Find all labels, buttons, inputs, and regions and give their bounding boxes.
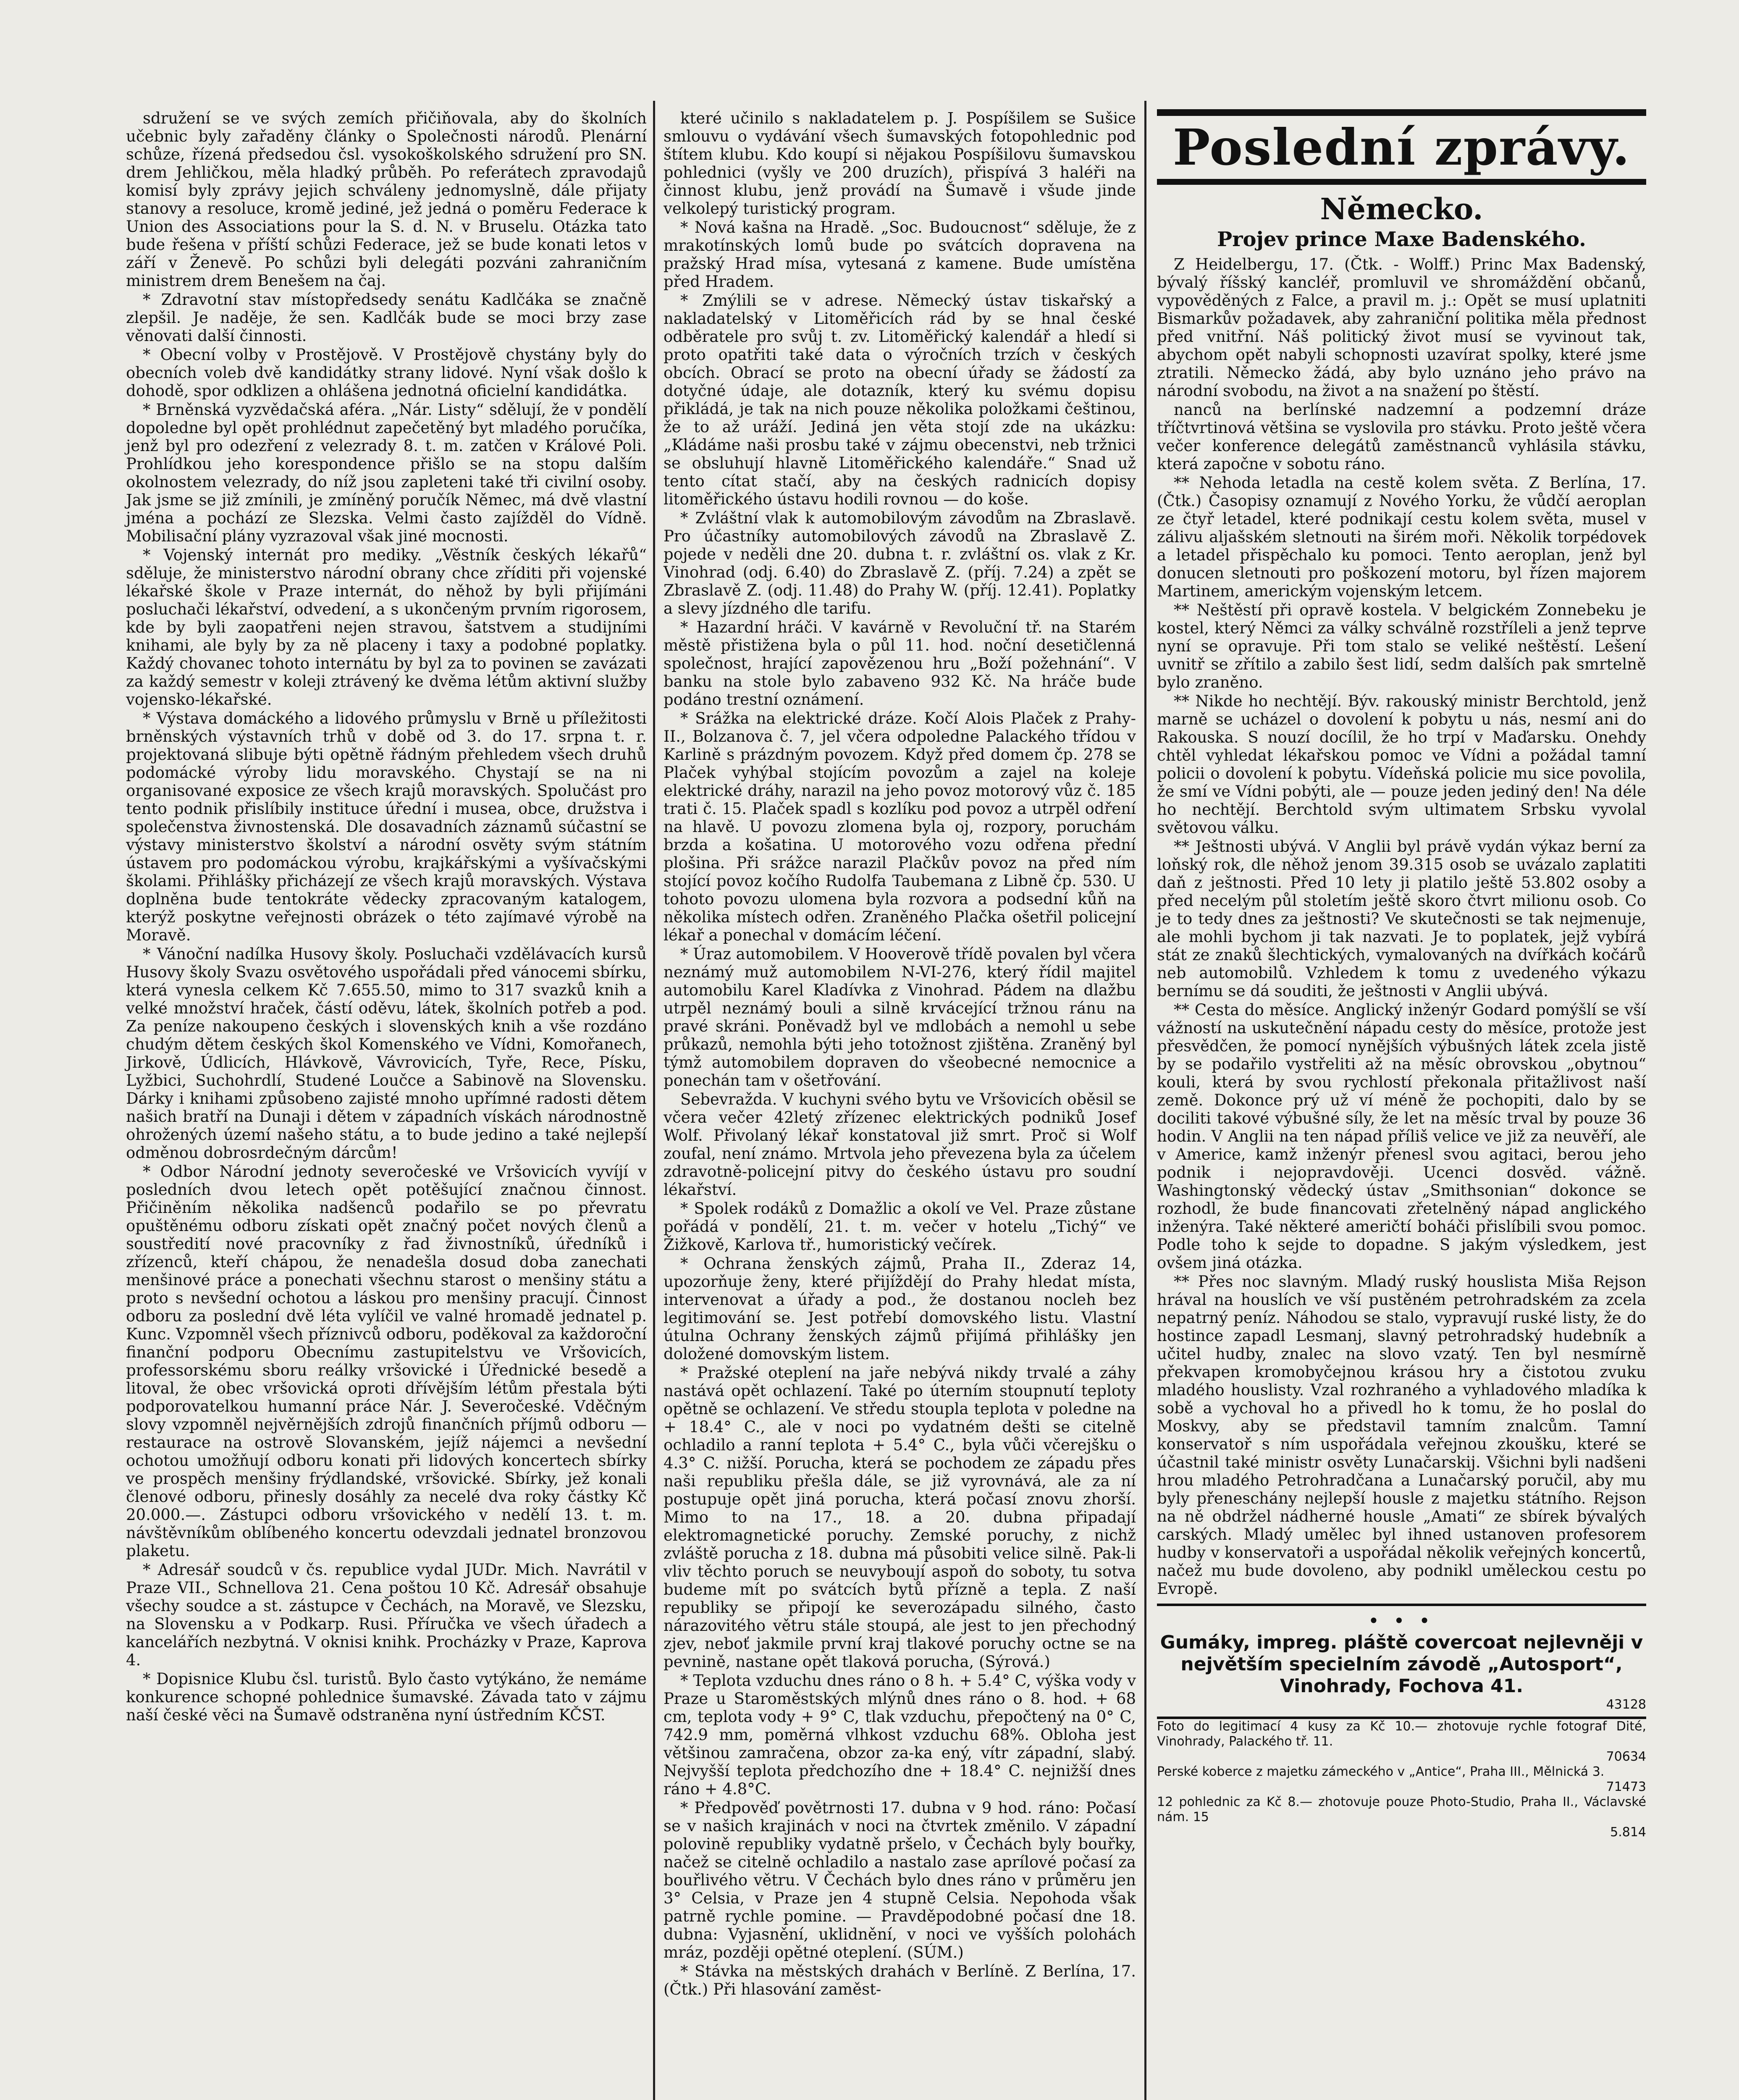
classified-line: 12 pohlednic za Kč 8.— zhotovuje pouze Photo-Studio, Praha II., Václavské nám. 15 (1157, 1795, 1646, 1824)
classified-code: 71473 (1606, 1780, 1646, 1794)
column-divider (653, 101, 655, 2100)
banner-title: Poslední zprávy. (1172, 118, 1631, 176)
article-paragraph: * Srážka na elektrické dráze. Kočí Alois Plaček z Prahy-II., Bolzanova č. 7, jel včera odpoledne Palackého třídou v Karlině s prázdným povozem. Když před domem čp. 278 se Plaček vyhýbal stojícím povozům a zajel na koleje elektrické dráhy, narazil na jeho povoz motorový vůz č. 185 trati č. 15. Plaček spadl s kozlíku pod povoz a utrpěl odření na hlavě. U povozu zlomena byla oj, rozpory, poruchám brzda a košatina. U motorového vozu odřena přední plošina. Při srážce narazil Plačkův povoz na před ním stojící povoz kočího Rudolfa Taubemana z Libně čp. 530. U tohoto povozu ulomena byla rozvora a podsední kůň na několika místech odřen. Zraněného Plačka ošetřil policejní lékař a ponechal v domácím léčení. (664, 709, 1136, 944)
article-paragraph: * Zdravotní stav místopředsedy senátu Kadlčáka se značně zlepšil. Je naděje, že sen. Kadlčák bude se moci brzy zase věnovati další činnosti. (126, 291, 647, 345)
article-paragraph: * Vojenský internát pro mediky. „Věstník českých lékařů“ sděluje, že ministerstvo národní obrany chce zříditi při vojenské lékařské škole v Praze internát, do něhož by byli přijímáni posluchači lékařství, odvedení, a s ukončeným prvním rigorosem, kde by byli zaopatřeni nejen stravou, šatstvem a studijními knihami, ale byly by za ně placeny i taxy a podobné poplatky. Každý chovanec tohoto internátu by byl za to povinen se zavázati za každý semestr v koleji ztrávený ke dvěma létům aktivní služby vojensko-lékařské. (126, 546, 647, 709)
classified-code: 5.814 (1610, 1825, 1646, 1840)
advertisement (1157, 1604, 1646, 1719)
ad-main-text: Gumáky, impreg. pláště covercoat nejlevněji v největším specielním závodě „Autosport“, Vinohrady, Fochova 41. (1160, 1632, 1643, 1697)
column-right (1157, 109, 1646, 1840)
article-paragraph: * Výstava domáckého a lidového průmyslu v Brně u příležitosti brněnských výstavních trhů v době od 3. do 17. srpna t. r. projektovaná slibuje býti opětně řádným přehledem všech druhů podomácké výroby lidu moravského. Chystají se na ni organisované exposice ze všech krajů moravských. Spolučást pro tento podnik přislíbily instituce úřední i musea, obce, družstva i společenstva živnostenská. Dle dosavadních záznamů súčastní se výstavy ministerstvo školství a národní osvěty svým státním ústavem pro podomáckou výrobu, krajkářskými a vyšívačskými školami. Přihlášky přicházejí ze všech krajů moravských. Výstava doplněna bude tentokráte vědecky zpracovaným katalogem, kterýž poskytne veřejnosti obrázek o této zajímavé výrobě na Moravě. (126, 709, 647, 944)
article-paragraph: ** Nikde ho nechtějí. Býv. rakouský ministr Berchtold, jenž marně se ucházel o dovolení k pobytu u nás, nesmí ani do Rakouska. S nouzí docílil, že ho trpí v Maďarsku. Onehdy chtěl vyhledat lékařskou pomoc ve Vídni a požádal tamní policii o dovolení k pobytu. Vídeňská policie mu sice povolila, že smí ve Vídni pobýti, ale — pouze jeden jediný den! Na déle ho nechtějí. Berchtold svým ultimatem Srbsku vyvolal světovou válku. (1157, 692, 1646, 837)
article-headline: Projev prince Maxe Badenského. (1217, 228, 1586, 251)
article-paragraph: ** Cesta do měsíce. Anglický inženýr Godard pomýšlí se vší vážností na uskutečnění nápadu cesty do měsíce, protože jest přesvědčen, že pomocí nynějších výbušných látek zcela jistě by se podařilo vystřeliti až na měsíc obrovskou „obytnou“ kouli, která by svou rychlostí překonala přitažlivost naší země. Dokonce prý už ví méně že pochopiti, dalo by se dociliti takové výbušné síly, že let na měsíc trval by pouze 36 hodin. V Anglii na ten nápad příliš velice ve již za neuvěří, ale v Americe, kamž inženýr přenesl svou agitaci, berou jeho podnik i nejopravdověji. Ucenci dosvěd. vážně. Washingtonský vědecký ústav „Smithsonian“ dokonce se rozhodl, že bude financovati zřetelněný nápad anglického inženýra. Také některé američtí boháči přislíbili svou pomoc. Podle toho k sejde to dopadne. S jakým výsledkem, jest ovšem jiná otázka. (1157, 1001, 1646, 1272)
article-paragraph: * Zmýlili se v adrese. Německý ústav tiskařský a nakladatelský v Litoměřicích rád by se hnal české odběratele pro svůj t. zv. Litoměřický kalendář a hledí si proto opatřiti také data o výročních trzích v českých obcích. Obrací se proto na obecní úřady se žádostí za dotyčné údaje, ale dotazník, který ku svému dopisu přikládá, je tak na nich pouze několika položkami češtinou, že to až uráží. Jediná jen věta stojí zde na ukázku: „Kládáme naši prosbu také v zájmu obecenstvi, neb tržnici se obsluhují hlavně Litoměřického kalendáře.“ Snad už tento cítat stačí, aby na českých radnicích dopisy litoměřického ústavu hodili rovnou — do koše. (664, 291, 1136, 508)
right-column-articles (1157, 255, 1646, 1598)
article-paragraph: * Obecní volby v Prostějově. V Prostějově chystány byly do obecních voleb dvě kandidátky strany lidové. Nyní však došlo k dohodě, spor odklizen a ohlášena jednotná oficielní kandidátka. (126, 346, 647, 400)
column-middle (664, 109, 1136, 1999)
column-divider (1144, 101, 1146, 2100)
article-paragraph: které učinilo s nakladatelem p. J. Pospíšilem se Sušice smlouvu o vydávání všech šumavských fotopohlednic pod štítem klubu. Kdo koupí si nějakou Pospíšilovu šumavskou pohlednici (vyšly ve 200 druzích), přispívá 3 haléři na činnost klubu, jenž provádí na Šumavě i všude jinde velkolepý turistický program. (664, 109, 1136, 218)
article-paragraph: * Úraz automobilem. V Hooverově třídě povalen byl včera neznámý muž automobilem N-VI-276, který řídil majitel automobilu Karel Kladívka z Vinohrad. Pádem na dlažbu utrpěl neznámý bouli a silně krvácející tržnou ránu na pravé skráni. Poněvadž byl ve mdlobách a nemohl u sebe průkazů, nemohla býti jeho totožnost zjištěna. Zraněný byl týmž automobilem dopraven do všeobecné nemocnice a ponechán tam v ošetřování. (664, 945, 1136, 1089)
article-paragraph: * Zvláštní vlak k automobilovým závodům na Zbraslavě. Pro účastníky automobilových závodů na Zbraslavě Z. pojede v neděli dne 20. dubna t. r. zvláštní os. vlak z Kr. Vinohrad (odj. 6.40) do Zbraslavě Z. (příj. 7.24) a zpět se Zbraslavě Z. (odj. 11.48) do Prahy W. (příj. 12.41). Poplatky a slevy jízdného dle tarifu. (664, 509, 1136, 617)
article-paragraph: nanců na berlínské nadzemní a podzemní dráze tříčtvrtinová většina se vyslovila pro stávku. Proto ještě včera večer konference delegátů zaměstnanců vyhlásila stávku, která započne v sobotu ráno. (1157, 401, 1646, 473)
article-paragraph: * Odbor Národní jednoty severočeské ve Vršovicích vyvíjí v posledních dvou letech opět potěšující značnou činnost. Přičiněním několika nadšenců podařilo se po převratu opuštěnému odboru získati opět značný počet nových členů a soustředití nové pracovníky z řad živnostníků, úředníků i zřízenců, kteří chápou, že nenadešla dosud doba zanechati menšinové práce a ponechati všechnu starost o menšiny státu a proto s nevšední ochotou a láskou pro menšiny pracují. Činnost odboru za poslední dvě léta vylíčil ve valné hromadě jednatel p. Kunc. Vzpomněl všech příznivců odboru, poděkoval za každoroční finanční podporu Obecnímu zastupitelstvu ve Vršovicích, professorskému sboru reálky vršovické i Úřednické besedě a litoval, že obec vršovická oproti dřívějším létům přestala býti podporovatelkou humanní práce Nár. J. Severočeské. Vděčným slovy vzpomněl nejvěrnějších zdrojů finančních příjmů odboru — restaurace na ostrově Slovanském, jejíž nájemci a nevšední ochotou umožňují odboru konati při lidových koncertech sbírky ve prospěch menšiny frýdlandské, vršovické. Sbírky, jež konali členové odboru, přinesly dosáhly za necelé dva roky částky Kč 20.000.—. Zástupci odboru vršovického v nedělí 13. t. m. návštěvníkům oblíbeného koncertu odevzdali jednatel bronzovou plaketu. (126, 1163, 647, 1560)
article-paragraph: * Ochrana ženských zájmů, Praha II., Zderaz 14, upozorňuje ženy, které přijíždějí do Prahy hledat místa, intervenovat a úřady a pod., že dostanou nocleh bez legitimování se. Jest potřebí domovského listu. Vlastní útulna Ochrany ženských zájmů přijímá přihlášky jen doložené domovským listem. (664, 1255, 1136, 1363)
classified-code: 70634 (1606, 1749, 1646, 1764)
classified-ad (1157, 1719, 1646, 1840)
article-paragraph: sdružení se ve svých zemích přičiňovala, aby do školních učebnic byly zařaděny články o Společnosti národů. Plenární schůze, řízená předsedou čsl. vysokoškolského sdružení pro SN. drem Jehličkou, měla hladký průběh. Po referátech zpravodajů komisí byly zprávy jejich schváleny jednomyslně, dále přijaty stanovy a resoluce, kromě jediné, jež jedná o poměru Federace k Union des Associations pour la S. d. N. v Bruselu. Otázka tato bude řešena v příští schůzi Federace, jež se bude konati letos v září v Ženevě. Po schůzi byli delegáti pozváni zahraničním ministrem drem Benešem na čaj. (126, 109, 647, 290)
classified-line: Perské koberce z majetku zámeckého v „Antice“, Praha III., Mělnická 3. (1157, 1764, 1605, 1779)
article-paragraph: * Adresář soudců v čs. republice vydal JUDr. Mich. Navrátil v Praze VII., Schnellova 21. Cena poštou 10 Kč. Adresář obsahuje všechy soudce a st. zástupce v Čechách, na Moravě, ve Slezsku, na Slovensku a v Podkarp. Rusi. Příručka ve všech úřadech a kancelářích nezbytná. V oknisi knihk. Procházky v Praze, Kaprova 4. (126, 1561, 647, 1669)
article-paragraph: ** Nehoda letadla na cestě kolem světa. Z Berlína, 17. (Čtk.) Časopisy oznamují z Nového Yorku, že vůdčí aeroplan ze čtyř letadel, které podnikají cestu kolem světa, musel v zálivu aljašském sletnouti na širém moři. Několik torpédovek a letadel přispěchalo ku pomoci. Tento aeroplan, jenž byl donucen sletnouti pro poškození motoru, byl řízen majorem Martinem, americkým vojenským letcem. (1157, 474, 1646, 600)
latest-news-banner (1157, 109, 1646, 185)
article-paragraph: ** Neštěstí při opravě kostela. V belgickém Zonnebeku je kostel, který Němci za války schválně rozstříleli a jenž teprve nyní se opravuje. Při tom stalo se veliké neštěstí. Lešení uvnitř se zřítilo a zabilo šest lidí, sedm dalších pak smrtelně bylo zraněno. (1157, 601, 1646, 691)
article-paragraph: * Dopisnice Klubu čsl. turistů. Bylo často vytýkáno, že nemáme konkurence schopné pohlednice šumavské. Závada tato v zájmu naší české věci na Šumavě odstraněna nyní ústředním KČST. (126, 1670, 647, 1724)
article-paragraph: ** Ještnosti ubývá. V Anglii byl právě vydán výkaz berní za loňský rok, dle něhož jenom 39.315 osob se uvázalo zaplatiti daň z ještnosti. Před 10 lety ji platilo ještě 53.802 osoby a před necelým půl stoletím ještě skoro čtvrt milionu osob. Co je to tedy dnes za ještnosti? Ve skutečnosti se tak nejmenuje, ale mohli bychom ji tak nazvati. Je to poplatek, jejž vybírá stát ze znaků šlechtických, vymalovaných na dvířkách kočárů neb automobilů. Vzhledem k tomu z uvedeného výkazu bernímu se dá souditi, že ještnosti v Anglii ubývá. (1157, 837, 1646, 1000)
article-paragraph: * Nová kašna na Hradě. „Soc. Budoucnost“ sděluje, že z mrakotínských lomů bude po svátcích dopravena na pražský Hrad mísa, vytesaná z kamene. Bude umístěna před Hradem. (664, 218, 1136, 291)
article-paragraph: * Hazardní hráči. V kavárně v Revoluční tř. na Starém městě přistižena byla o půl 11. hod. noční desetičlenná společnost, hrající zapovězenou hru „Boží požehnání“. V banku na stole bylo zabaveno 932 Kč. Na hráče bude podáno trestní oznámení. (664, 618, 1136, 709)
article-paragraph: Sebevražda. V kuchyni svého bytu ve Vršovicích oběsil se včera večer 42letý zřízenec elektrických podniků Josef Wolf. Přivolaný lékař konstatoval již smrt. Proč si Wolf zoufal, není známo. Mrtvola jeho převezena byla za účelem zdravotně-policejní pitvy do českého ústavu pro soudní lékařství. (664, 1090, 1136, 1199)
article-paragraph: * Spolek rodáků z Domažlic a okolí ve Vel. Praze zůstane pořádá v pondělí, 21. t. m. večer v hotelu „Tichý“ ve Žižkově, Karlova tř., humoristický večírek. (664, 1200, 1136, 1254)
ad-code: 43128 (1606, 1697, 1646, 1712)
article-paragraph: * Teplota vzduchu dnes ráno o 8 h. + 5.4° C, výška vody v Praze u Staroměstských mlýnů dnes ráno o 8. hod. + 68 cm, teplota vody + 9° C, tlak vzduchu, přepočtený na 0° C, 742.9 mm, poměrná vlhkost vzduchu 68%. Obloha jest většinou zamračena, obzor za-ka ený, vítr západní, slabý. Nejvyšší teplota předchozího dne + 18.4° C. nejnižší dnes ráno + 4.8°C. (664, 1672, 1136, 1798)
article-paragraph: * Pražské oteplení na jaře nebývá nikdy trvalé a záhy nastává opět ochlazení. Také po úterním stoupnutí teploty opětně se ochlazení. Ve středu stoupla teplota v poledne na + 18.4° C., ale v noci po vydatném dešti se citelně ochladilo a ranní teplota + 5.4° C., byla vůči včerejšku o 4.3° C. nižší. Porucha, která se pochodem ze západu přes naši republiku přešla dále, se již vyrovnává, ale za ní postupuje opět jiná porucha, která počasí znovu zhorší. Mimo to na 17., 18. a 20. dubna připadají elektromagnetické poruchy. Zemské poruchy, z nichž zvláště porucha z 18. dubna má působiti velice silně. Pak-li vliv těchto poruch se neuvyboují aspoň do soboty, tu sotva budeme mít po svátcích bytů přízně a tepla. Z naší republiky se připojí ke severozápadu silného, často nárazovitého větru stále stoupá, ale jest to jen přechodný zjev, neboť jakmile první kraj tlakové poruchy octne se na pevnině, nastane opět tlaková porucha, (Sýrová.) (664, 1364, 1136, 1671)
ornament: • • • (1369, 1612, 1435, 1630)
article-paragraph: * Stávka na městských drahách v Berlíně. Z Berlína, 17. (Čtk.) Při hlasování zaměst- (664, 1962, 1136, 1998)
classified-line: Foto do legitimací 4 kusy za Kč 10.— zhotovuje rychle fotograf Dité, Vinohrady, Palackého tř. 11. (1157, 1719, 1646, 1749)
article-paragraph: * Brněnská vyzvědačská aféra. „Nár. Listy“ sdělují, že v pondělí dopoledne byl opět prohlédnut zapečetěný byt mladého poručíka, jenž byl pro odezření z velezrady 8. t. m. zatčen v Králové Poli. Prohlídkou jeho korespondence přišlo se na stopu dalším okolnostem velezrady, do níž jsou zapleteni také tři civilní osoby. Jak jsme se již zmínili, je zmíněný poručík Němec, má dvě vlastní jména a pochází ze Slezska. Velmi často zajížděl do Vídně. Mobilisační plány vyzrazoval však jiné mocnosti. (126, 401, 647, 545)
section-title: Německo. (1320, 192, 1483, 226)
article-paragraph: * Vánoční nadílka Husovy školy. Posluchači vzdělávacích kursů Husovy školy Svazu osvětového uspořádali před vánocemi sbírku, která vynesla celkem Kč 7.655.50, mimo to 317 svazků knih a velké množství hraček, částí oděvu, látek, školních potřeb a pod. Za peníze nakoupeno českých i slovenských knih a vše rozdáno chudým dětem českých škol Komenského ve Vídni, Komořanech, Jirkově, Údlicích, Hlávkově, Vávrovicích, Tyře, Rece, Písku, Lyžbici, Suchohrdlí, Studené Loučce a Sabinově na Slovensku. Dárky i knihami způsobeno zajisté mnoho upřímné radosti dětem našich bratří na Dunaji i dětem v západních vískách národnostně ohrožených území našeho státu, a to bude jedino a také nejlepší odměnou dobrosrdečným dárcům! (126, 945, 647, 1162)
article-paragraph: Z Heidelbergu, 17. (Čtk. - Wolff.) Princ Max Badenský, bývalý říšský kancléř, promluvil ve shromáždění občanů, vypověděných z Falce, a pravil m. j.: Opět se musí uplatniti Bismarkův požadavek, aby zahraniční politika měla přednost před vnitřní. Náš politický život musí se vyvinout tak, abychom opět nabyli schopnosti uzavírat spolky, které jsme ztratili. Německo žádá, aby bylo uznáno jeho právo na národní svobodu, na život a na snažení po štěstí. (1157, 255, 1646, 400)
article-paragraph: ** Přes noc slavným. Mladý ruský houslista Miša Rejson hrával na houslích ve vší pustěném petrohradském za zcela nepatrný peníz. Náhodou se stalo, vypravují ruské listy, že do hostince zapadl Lesmanj, slavný petrohradský hudebník a učitel hudby, znalec na slovo vzatý. Ten byl nesmírně překvapen kromobyčejnou krásou hry a čistotou zvuku mladého houslisty. Vzal rozhraného a vyhladového mladíka k sobě a vychoval ho a přivedl ho k tomu, že ho poslal do Moskvy, aby se představil tamním znalcům. Tamní konservatoř s ním uspořádala veřejnou zkoušku, které se účastnil také ministr osvěty Lunačarskij. Všichni byli nadšeni hrou mladého Petrohradčana a Lunačarský poručil, aby mu byly přeneschány nejlepší housle z majetku státního. Rejson na ně obdržel nádherné housle „Amati“ ze sbírek bývalých carských. Mladý umělec byl ihned ustanoven profesorem hudby v konservatoři a uspořádal několik veřejných koncertů, načež mu bude dovoleno, aby podnikl uměleckou cestu po Evropě. (1157, 1273, 1646, 1598)
article-paragraph: * Předpověď povětrnosti 17. dubna v 9 hod. ráno: Počasí se v našich krajinách v noci na čtvrtek změnilo. V západní polovině republiky vydatně pršelo, v Čechách byly bouřky, načež se citelně ochladilo a nastalo zase aprílové počasí za bouřlivého větru. V Čechách bylo dnes ráno v průměru jen 3° Celsia, v Praze jen 4 stupně Celsia. Nepohoda však patrně rychle pomine. — Pravděpodobné počasí dne 18. dubna: Vyjasnění, uklidnění, v noci ve vyšších polohách mráz, později opětné oteplení. (SÚM.) (664, 1799, 1136, 1961)
column-left (126, 109, 647, 1725)
